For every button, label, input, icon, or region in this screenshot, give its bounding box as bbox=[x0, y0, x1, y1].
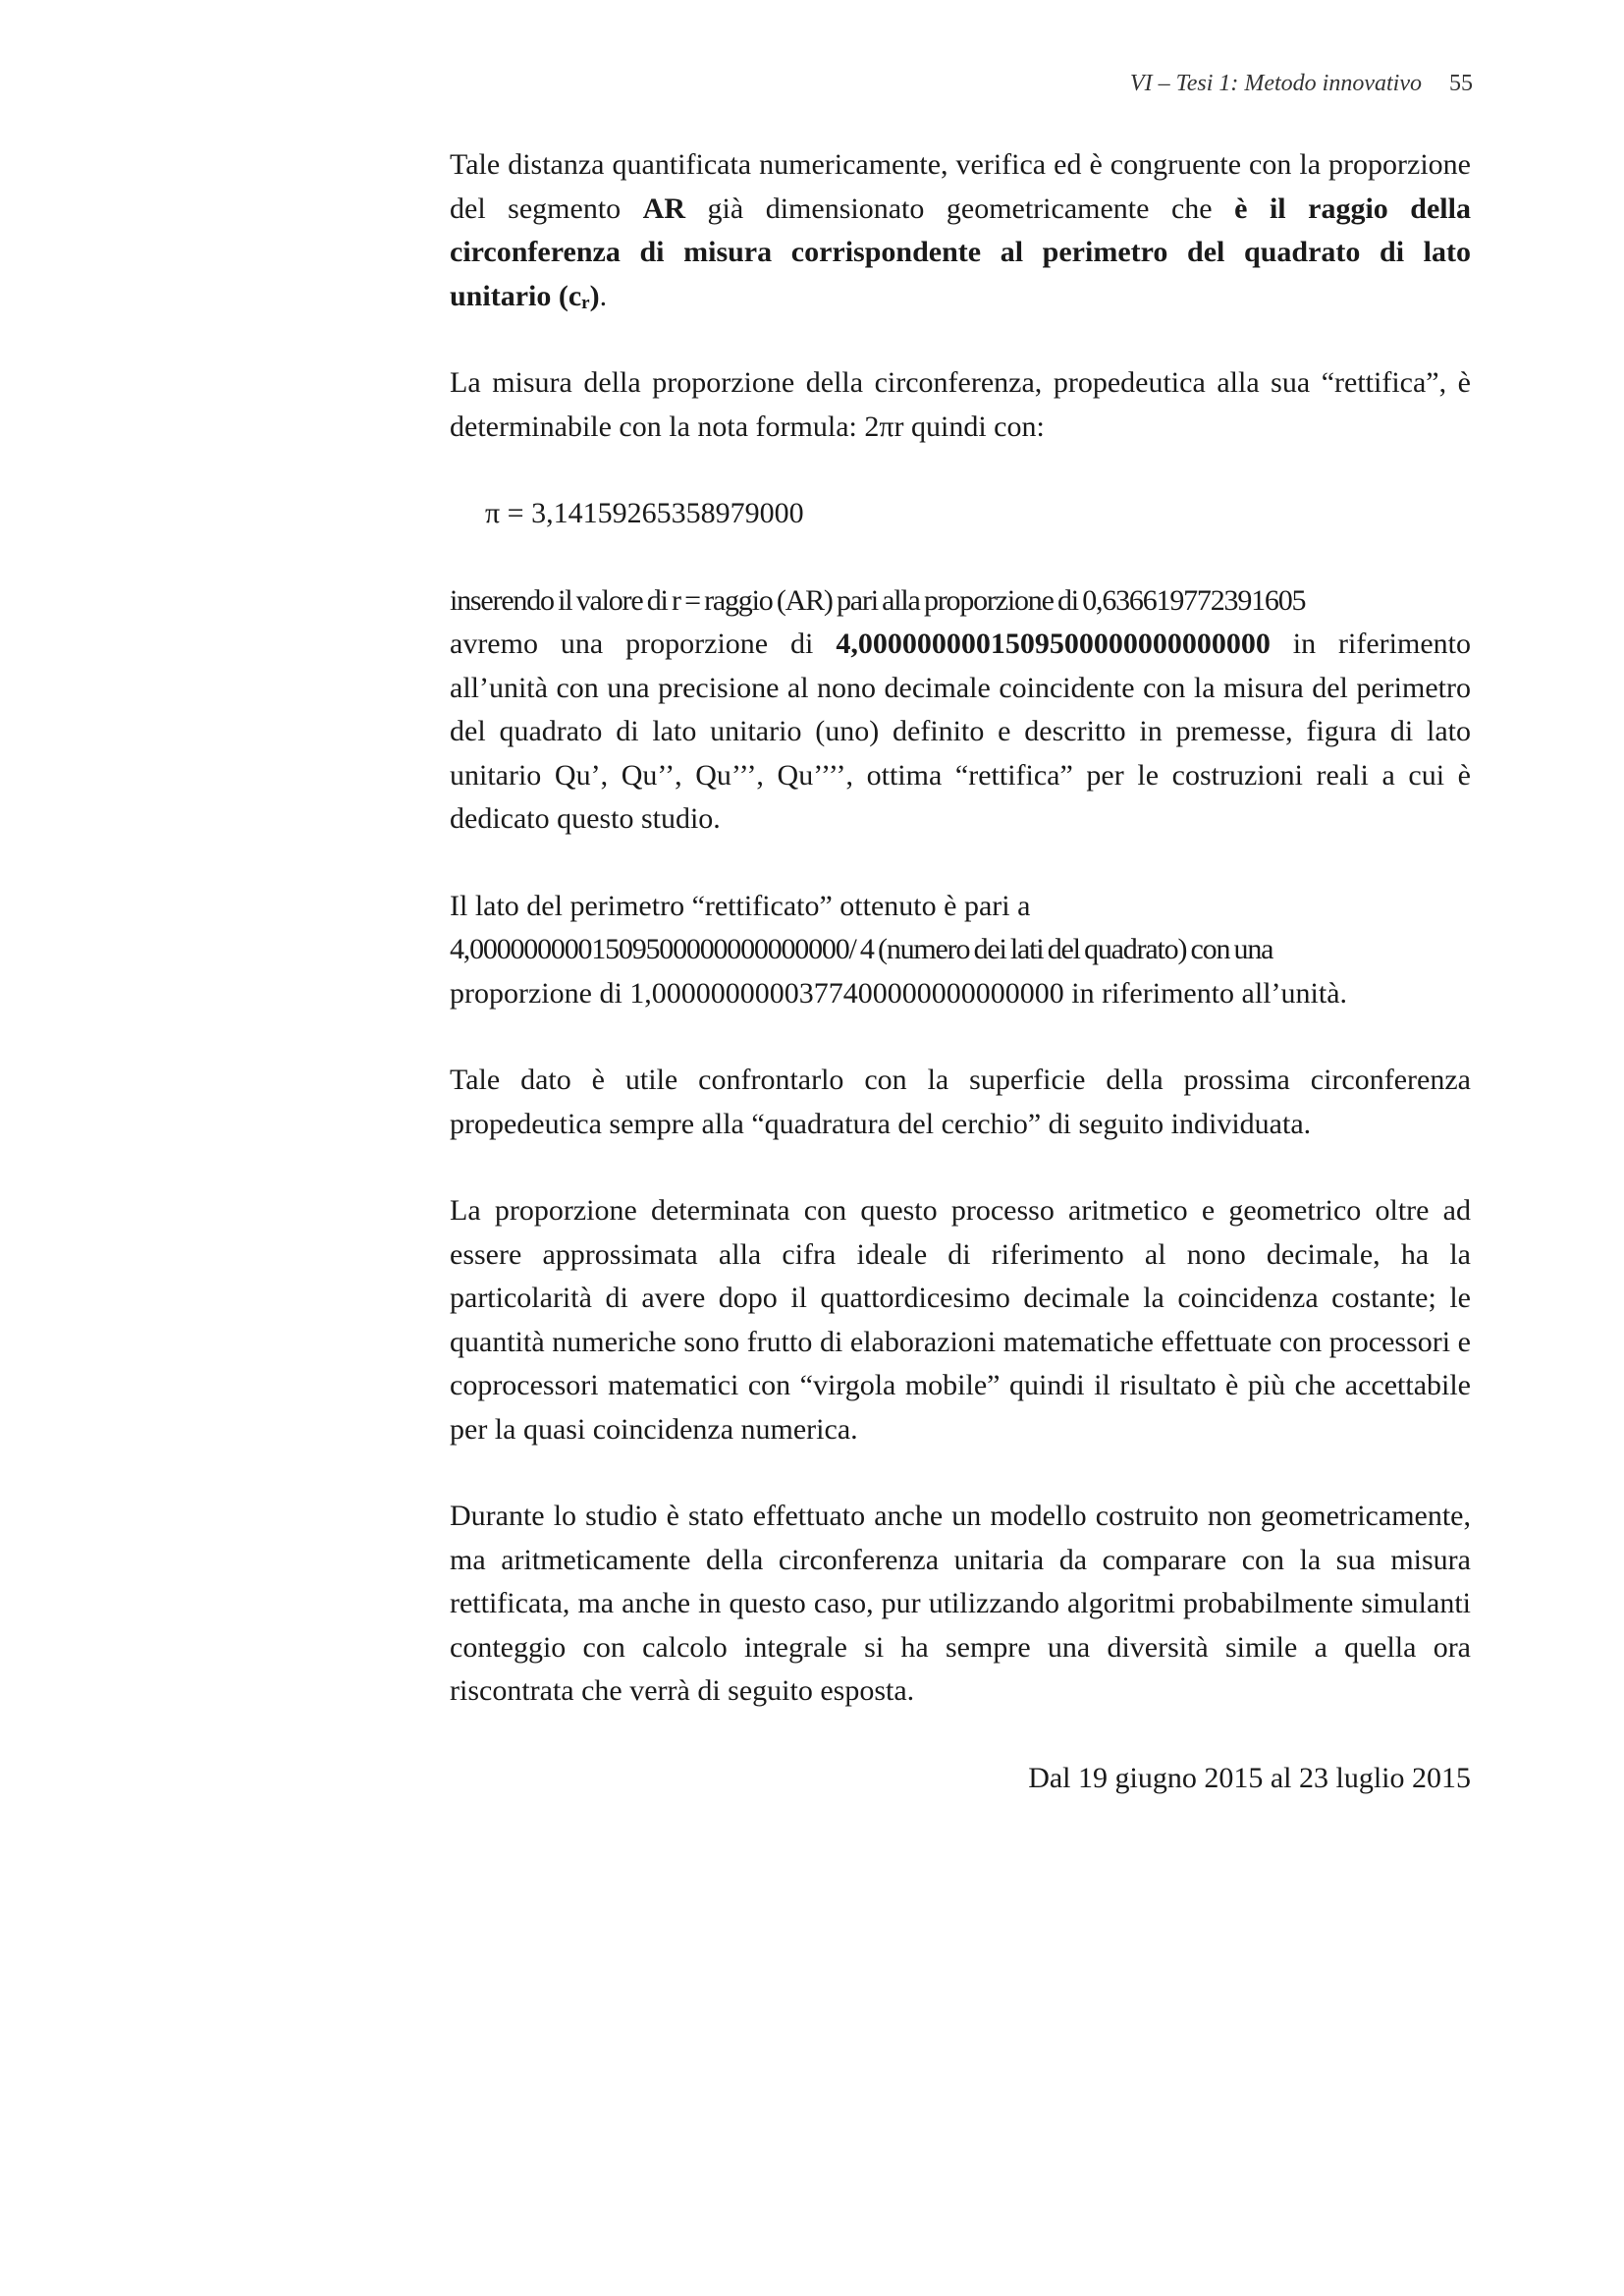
date-line: Dal 19 giugno 2015 al 23 luglio 2015 bbox=[1028, 1761, 1471, 1794]
segment-ar-label: AR bbox=[642, 191, 686, 225]
radius-subscript: r bbox=[581, 292, 590, 313]
running-title: VI – Tesi 1: Metodo innovativo bbox=[1129, 71, 1422, 96]
paragraph-3-text-a: avremo una proporzione di bbox=[450, 628, 837, 660]
paragraph-2: La misura della proporzione della circonferenza, propedeutica alla sua “rettifica”, è determinabile con la nota formula: 2πr quindi con: bbox=[450, 366, 1471, 443]
paragraph-5: Tale dato è utile confrontarlo con la superficie della prossima circonferenza propedeutica sempre alla “quadratura del cerchio” di seguito individuata. bbox=[450, 1064, 1471, 1140]
paragraph-1 bbox=[450, 143, 1471, 318]
paragraph-4-line-3: proporzione di 1,0000000000377400000000000000 in riferimento all’unità. bbox=[450, 976, 1348, 1010]
paragraph-6: La proporzione determinata con questo processo aritmetico e geometrico oltre ad essere approssimata alla cifra ideale di riferimento al nono decimale, ha la particolarità di avere dopo il quattordicesimo decimale la coincidenza costante; le quantità numeriche sono frutto di elaborazioni matematiche effettuate con processori e coprocessori matematici con “virgola mobile” quindi il risultato è più che accettabile per la quasi coincidenza numerica. bbox=[450, 1194, 1471, 1446]
paragraph-4 bbox=[450, 885, 1471, 1016]
paragraph-4-line-1: Il lato del perimetro “rettificato” ottenuto è pari a bbox=[450, 889, 1031, 922]
perimeter-value: 4,0000000001509500000000000000 bbox=[836, 628, 1271, 660]
paragraph-1-bold-statement: è il raggio della circonferenza di misura corrispondente al perimetro del quadrato di lato unitario (c bbox=[450, 191, 1471, 312]
paragraph-1-text-a: Tale distanza quantificata numericamente, verifica ed è congruente con la proporzione del segmento bbox=[450, 148, 1471, 225]
paragraph-4-line-2: 4,0000000001509500000000000000/ 4 (numero dei lati del quadrato) con una bbox=[450, 933, 1273, 965]
pi-formula: π = 3,14159265358979000 bbox=[485, 497, 804, 529]
body-text bbox=[450, 143, 1471, 1843]
running-header bbox=[1031, 71, 1473, 97]
paragraph-3-line-1: inserendo il valore di r = raggio (AR) pari alla proporzione di 0,636619772391605 bbox=[450, 583, 1306, 617]
paragraph-7: Durante lo studio è stato effettuato anche un modello costruito non geometricamente, ma aritmeticamente della circonferenza unitaria da comparare con la sua misura rettificata, ma anche in questo caso, pur utilizzando algoritmi probabilmente simulanti conteggio con calcolo integrale si ha sempre una diversità simile a quella ora riscontrata che verrà di seguito esposta. bbox=[450, 1500, 1471, 1707]
paragraph-1-period: . bbox=[599, 279, 608, 312]
paragraph-3-text-b: in riferimento all’unità con una precisione al nono decimale coincidente con la misura del perimetro del quadrato di lato unitario (uno) definito e descritto in premesse, figura di lato unitario Qu’, Qu’’, Qu’’’, Qu’’’’, ottima “rettifica” per le costruzioni reali a cui è dedicato questo studio. bbox=[450, 628, 1471, 835]
paragraph-3 bbox=[450, 579, 1471, 842]
paragraph-1-bold-close: ) bbox=[589, 279, 600, 312]
page-number: 55 bbox=[1449, 71, 1473, 96]
paragraph-1-text-b: già dimensionato geometricamente che bbox=[685, 191, 1235, 225]
